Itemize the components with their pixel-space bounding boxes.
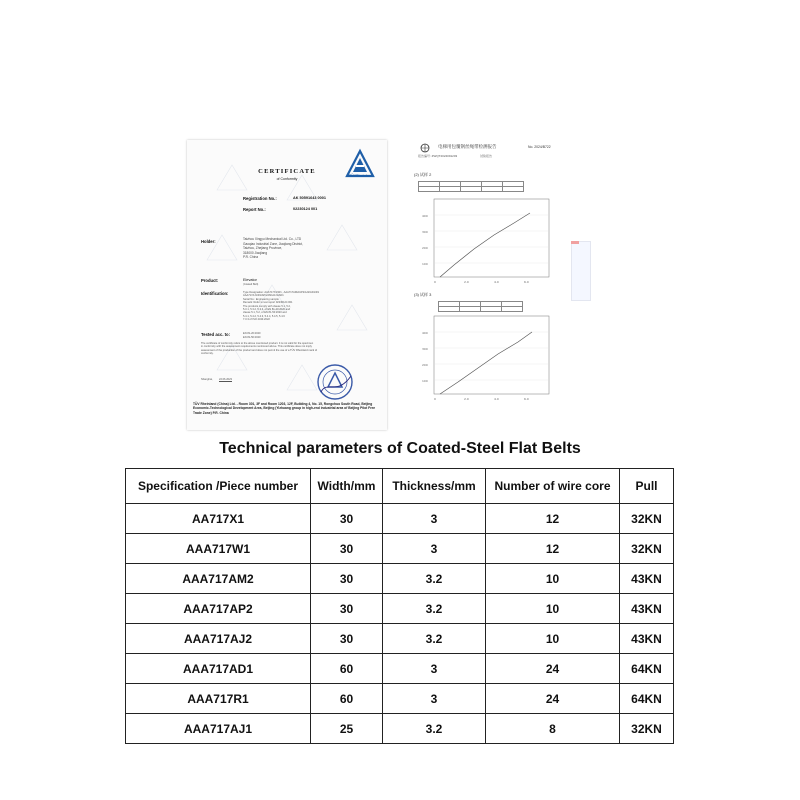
cell-spec: AAA717W1	[126, 534, 311, 564]
tuv-brand-name: TÜVRheinland	[349, 174, 373, 178]
svg-text:100: 100	[422, 379, 428, 383]
report-header-tag: No. 2024/B722	[528, 145, 551, 149]
report-label: Report No.:	[243, 207, 266, 212]
cell-thickness: 3	[383, 654, 486, 684]
product-sub: (Coated Belt)	[243, 283, 259, 286]
cell-wire-core: 10	[486, 624, 620, 654]
report-section-3: (3) 试样 3	[414, 292, 432, 297]
certificate-footer: TÜV Rheinland (China) Ltd. - Room 301, 3F and Room 1203, 12F, Building 4, No. 15, Rongchuo South Road, Beijing Economic-Technological Development Area, Beijing (Yizhuang group in high-end industrial area of Beijing Pilot Free Trade Zone) P.R. China	[193, 402, 376, 415]
header-pull: Pull	[620, 469, 674, 504]
cell-spec: AAA717R1	[126, 684, 311, 714]
cell-width: 30	[311, 534, 383, 564]
cell-pull: 43KN	[620, 624, 674, 654]
certificate-title: CERTIFICATE	[258, 168, 316, 175]
page-thumbnail-marker	[571, 241, 591, 301]
report-sub-header: 报告编号: ZWQT2024091203	[418, 154, 458, 158]
cell-wire-core: 8	[486, 714, 620, 744]
header-specification: Specification /Piece number	[126, 469, 311, 504]
cell-width: 30	[311, 594, 383, 624]
svg-text:4.0: 4.0	[494, 397, 499, 401]
cell-spec: AAA717AJ1	[126, 714, 311, 744]
tuv-seal-stamp	[315, 362, 355, 402]
cell-spec: AAA717AP2	[126, 594, 311, 624]
watermark-pattern	[187, 140, 387, 430]
svg-text:2.0: 2.0	[464, 280, 469, 284]
table-row	[126, 594, 674, 624]
svg-text:4.0: 4.0	[494, 280, 499, 284]
table-row	[126, 714, 674, 744]
cell-spec: AAA717AD1	[126, 654, 311, 684]
cell-spec: AAA717AM2	[126, 564, 311, 594]
svg-text:200: 200	[422, 246, 428, 250]
report-title-2: 试验报告	[480, 154, 493, 158]
cell-pull: 43KN	[620, 594, 674, 624]
cell-spec: AA717X1	[126, 504, 311, 534]
cell-pull: 64KN	[620, 654, 674, 684]
spec-table	[125, 468, 674, 744]
cell-wire-core: 24	[486, 684, 620, 714]
cell-width: 60	[311, 684, 383, 714]
svg-text:6.0: 6.0	[524, 397, 529, 401]
cell-thickness: 3	[383, 684, 486, 714]
cell-spec: AAA717AJ2	[126, 624, 311, 654]
table-row	[126, 564, 674, 594]
header-wire-core: Number of wire core	[486, 469, 620, 504]
svg-text:200: 200	[422, 363, 428, 367]
cell-thickness: 3.2	[383, 564, 486, 594]
header-width: Width/mm	[311, 469, 383, 504]
certificate-image	[187, 140, 387, 430]
table-row	[126, 624, 674, 654]
cell-width: 30	[311, 504, 383, 534]
svg-text:400: 400	[422, 331, 428, 335]
report-value: 02230124 001	[293, 207, 318, 211]
cell-thickness: 3.2	[383, 624, 486, 654]
certificate-statement: The certificate of conformity refers to the above mentioned product. It is not valid for the specimen in conformity with the assessment requirements mentioned above. This certificate does not imply assessment of the production of the product and does not permit the use of a TÜV Rheinland mark of conformity.	[201, 342, 318, 356]
svg-text:2.0: 2.0	[464, 397, 469, 401]
product-value: Elevator	[243, 278, 257, 282]
svg-text:300: 300	[422, 230, 428, 234]
report-table-2	[438, 301, 523, 312]
table-title: Technical parameters of Coated-Steel Flat Belts	[219, 440, 581, 457]
cell-thickness: 3.2	[383, 714, 486, 744]
table-row	[126, 684, 674, 714]
certificate-subtitle: of Conformity	[276, 177, 298, 181]
table-header-row	[126, 469, 674, 504]
report-logo-icon	[420, 143, 430, 153]
tested-value-2: EN 81-50:2020	[243, 336, 261, 339]
cell-pull: 32KN	[620, 534, 674, 564]
report-chart-1	[414, 195, 554, 290]
report-section-2: (2) 试样 2	[414, 172, 432, 177]
product-label: Product:	[201, 278, 219, 283]
page-thumbnail-accent	[571, 241, 579, 244]
cell-width: 60	[311, 654, 383, 684]
registration-value: AK 50591643 0001	[293, 196, 326, 200]
report-table-1	[418, 181, 524, 192]
cell-thickness: 3	[383, 534, 486, 564]
svg-text:0: 0	[434, 397, 436, 401]
cell-width: 30	[311, 624, 383, 654]
table-row	[126, 504, 674, 534]
holder-label: Holder:	[201, 239, 216, 244]
cell-width: 25	[311, 714, 383, 744]
identification-label: Identification:	[201, 291, 229, 296]
registration-label: Registration No.:	[243, 196, 277, 201]
cell-wire-core: 10	[486, 594, 620, 624]
tested-value: EN 81-20:2020	[243, 332, 261, 335]
identification-text: Type Designation: AAA717X1/W1 , AAA717AM2/AP2/AJ2/AD1/R1 AAA717AJ1/R1/AP1/AM1/AJ1/AD1 Serial No.: Engineering sample Remark: Refer to test report 02230124 001 The products comply with clause 5.1, 5.2, 5.3.1, 5.3.2, 5.3.3, of EN 81-20:2020 and clause 5.1, 5.2, of EN 81-50:2020 and 5.4.1, 5.4.2, 5.4.3, 5.4.4, 5.4.5, 5.4.6 7.3.3 of ISO 4344:2022	[243, 291, 320, 322]
header-thickness: Thickness/mm	[383, 469, 486, 504]
report-chart-2	[414, 312, 554, 407]
cell-width: 30	[311, 564, 383, 594]
svg-text:6.0: 6.0	[524, 280, 529, 284]
table-row	[126, 654, 674, 684]
svg-text:300: 300	[422, 347, 428, 351]
svg-text:0: 0	[434, 280, 436, 284]
cell-pull: 32KN	[620, 714, 674, 744]
cell-wire-core: 24	[486, 654, 620, 684]
test-report-image	[410, 140, 560, 410]
issue-date: 22.06.2023	[219, 378, 232, 381]
cell-wire-core: 10	[486, 564, 620, 594]
place-label: Shanghai,	[201, 378, 213, 381]
cell-pull: 43KN	[620, 564, 674, 594]
cell-pull: 32KN	[620, 504, 674, 534]
cell-wire-core: 12	[486, 534, 620, 564]
report-header: 电梯用包覆钢丝绳带检测报告	[438, 144, 497, 149]
cell-thickness: 3	[383, 504, 486, 534]
tested-label: Tested acc. to:	[201, 332, 231, 337]
svg-text:100: 100	[422, 262, 428, 266]
svg-text:400: 400	[422, 214, 428, 218]
cell-thickness: 3.2	[383, 594, 486, 624]
cell-wire-core: 12	[486, 504, 620, 534]
holder-address: Taizhou Xingyu Mechanical Ltd. Co., LTD Gaoqiao Industrial Zone, Jiaojiang District, Taizhou, Zhejiang Province, 318000 Jiaojiang P.R. China	[243, 237, 303, 260]
cell-pull: 64KN	[620, 684, 674, 714]
table-row	[126, 534, 674, 564]
